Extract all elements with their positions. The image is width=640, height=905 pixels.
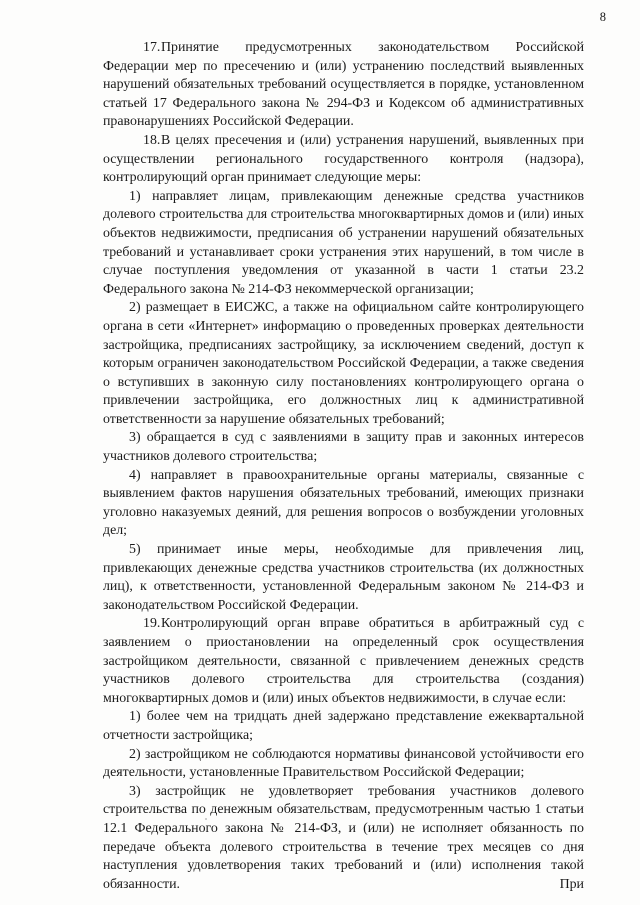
paragraph-17 [103,39,584,132]
paragraph-text: Контролирующий орган вправе обратиться в арбитражный суд с заявлением о приостановлении на определенный срок осуществления застройщиком деятельности, связанной с привлечением денежных средств участников долевого строительства для строительства (создания) многоквартирных домов и (или) иных объектов недвижимости, в случае если: [103,616,584,706]
paragraph-18-item-5: 5) принимает иные меры, необходимые для привлечения лиц, привлекающих денежные средства участников строительства (их должностных лиц), к ответственности, установленной Федеральным законом № 214-ФЗ и законодательством Российской Федерации. [103,542,584,613]
paragraph-18-item-1: 1) направляет лицам, привлекающим денежные средства участников долевого строительства для строительства многоквартирных домов и (или) иных объектов недвижимости, предписания об устранении нарушений обязательных требований и устанавливает сроки устранения этих нарушений, в том числе в случае поступления уведомления от указанной в части 1 статьи 23.2 Федерального закона № 214-ФЗ некоммерческой организации; [103,188,584,297]
document-body [103,39,584,894]
paragraph-19 [103,615,584,708]
paragraph-19-item-3: 3) застройщик не удовлетворяет требования участников долевого строительства по денежным обязательствам, предусмотренным частью 1 статьи 12.1 Федерального закона № 214-ФЗ, и (или) не исполняет обязанность по передаче объекта долевого строительства в течение трех месяцев со дня наступления удовлетворения таких требований и (или) исполнения такой обязанности. При [103,783,584,892]
paragraph-text: В целях пресечения и (или) устранения нарушений, выявленных при осуществлении регионального государственного контроля (надзора), контролирующий орган принимает следующие меры: [103,132,584,186]
paragraph-number: 18. [143,132,161,148]
paragraph-19-item-1: 1) более чем на тридцать дней задержано представление ежеквартальной отчетности застройщика; [103,709,584,743]
paragraph-number: 19. [143,616,161,632]
paragraph-text: Принятие предусмотренных законодательством Российской Федерации мер по пресечению и (или) устранению последствий выявленных нарушений обязательных требований осуществляется в порядке, установленном статьей 17 Федерального закона № 294-ФЗ и Кодексом об административных правонарушениях Российской Федерации. [103,40,584,130]
paragraph-18-item-4: 4) направляет в правоохранительные органы материалы, связанные с выявлением фактов нарушения обязательных требований, имеющих признаки уголовно наказуемых деяний, для решения вопросов о возбуждении уголовных дел; [103,467,584,539]
paragraph-number: 17. [143,40,161,55]
paragraph-18 [103,132,584,188]
scan-speck [205,818,207,820]
paragraph-19-item-2: 2) застройщиком не соблюдаются нормативы финансовой устойчивости его деятельности, установленные Правительством Российской Федерации; [103,746,584,781]
paragraph-18-item-2: 2) размещает в ЕИСЖС, а также на официальном сайте контролирующего органа в сети «Интернет» информацию о проведенных проверках деятельности застройщика, предписаниях застройщику, за исключением сведений, доступ к которым ограничен законодательством Российской Федерации, а также сведения о вступивших в законную силу постановлениях контролирующего органа о привлечении застройщика, его должностных лиц к административной ответственности за нарушение обязательных требований; [103,300,584,427]
paragraph-18-item-3: 3) обращается в суд с заявлениями в защиту прав и законных интересов участников долевого строительства; [103,430,584,465]
page-number: 8 [599,10,606,24]
